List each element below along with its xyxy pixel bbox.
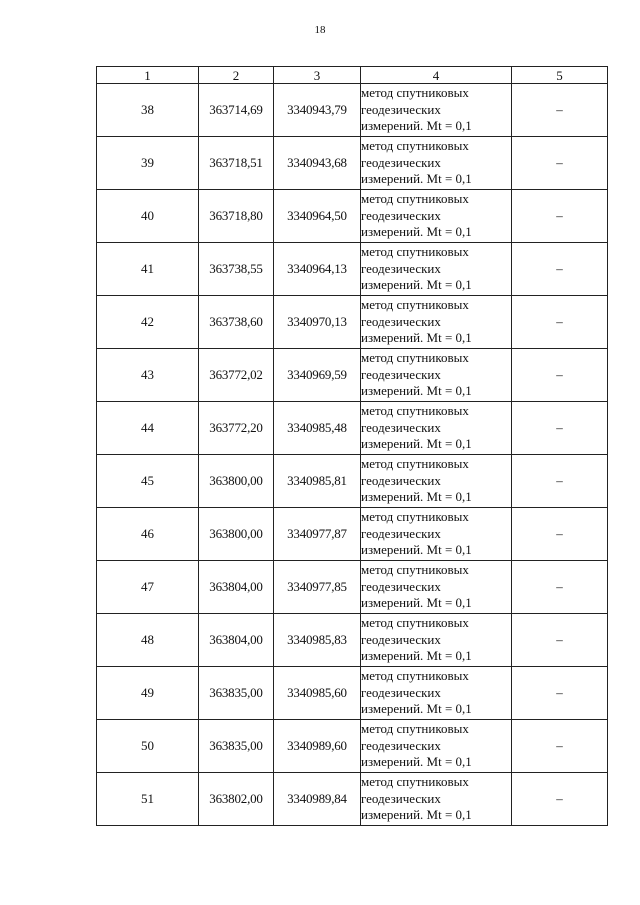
y-coordinate: 3340969,59 [274,349,361,402]
y-coordinate: 3340964,50 [274,190,361,243]
table-row [97,402,608,455]
x-coordinate: 363718,80 [199,190,274,243]
y-coordinate: 3340985,48 [274,402,361,455]
col5-value: – [512,137,608,190]
method-cell [361,455,512,508]
method-line-2: геодезических [361,101,441,117]
point-number: 38 [97,84,199,137]
method-line-3: измерений. Mt = 0,1 [361,330,472,346]
method-line-3: измерений. Mt = 0,1 [361,277,472,293]
method-line-3: измерений. Mt = 0,1 [361,489,472,505]
page-number: 18 [314,24,326,36]
x-coordinate: 363802,00 [199,773,274,826]
table-row [97,84,608,137]
method-cell [361,402,512,455]
point-number: 42 [97,296,199,349]
x-coordinate: 363718,51 [199,137,274,190]
y-coordinate: 3340943,79 [274,84,361,137]
method-line-2: геодезических [361,684,441,700]
point-number: 51 [97,773,199,826]
table-row [97,667,608,720]
point-number: 49 [97,667,199,720]
method-line-2: геодезических [361,525,441,541]
point-number: 43 [97,349,199,402]
table-row [97,508,608,561]
col5-value: – [512,296,608,349]
y-coordinate: 3340977,87 [274,508,361,561]
y-coordinate: 3340989,60 [274,720,361,773]
y-coordinate: 3340964,13 [274,243,361,296]
col5-value: – [512,561,608,614]
coordinates-table [96,66,608,826]
col5-value: – [512,720,608,773]
table-row [97,614,608,667]
method-line-1: метод спутниковых [361,774,469,790]
table-row [97,349,608,402]
x-coordinate: 363738,60 [199,296,274,349]
col5-value: – [512,349,608,402]
method-line-3: измерений. Mt = 0,1 [361,542,472,558]
table-row [97,243,608,296]
method-cell [361,243,512,296]
method-line-2: геодезических [361,472,441,488]
header-col-2: 2 [199,67,274,84]
table-row [97,296,608,349]
method-cell [361,561,512,614]
col5-value: – [512,243,608,296]
point-number: 44 [97,402,199,455]
table-header-row [97,67,608,84]
method-line-1: метод спутниковых [361,85,469,101]
table-row [97,773,608,826]
method-cell [361,349,512,402]
method-cell [361,296,512,349]
y-coordinate: 3340985,83 [274,614,361,667]
method-line-3: измерений. Mt = 0,1 [361,807,472,823]
header-col-4: 4 [361,67,512,84]
y-coordinate: 3340970,13 [274,296,361,349]
y-coordinate: 3340989,84 [274,773,361,826]
x-coordinate: 363772,20 [199,402,274,455]
y-coordinate: 3340985,60 [274,667,361,720]
method-line-3: измерений. Mt = 0,1 [361,224,472,240]
method-line-1: метод спутниковых [361,297,469,313]
x-coordinate: 363804,00 [199,561,274,614]
point-number: 45 [97,455,199,508]
method-cell [361,84,512,137]
method-line-2: геодезических [361,737,441,753]
method-line-2: геодезических [361,366,441,382]
point-number: 50 [97,720,199,773]
method-line-1: метод спутниковых [361,138,469,154]
col5-value: – [512,667,608,720]
table-row [97,190,608,243]
col5-value: – [512,84,608,137]
x-coordinate: 363804,00 [199,614,274,667]
method-line-2: геодезических [361,631,441,647]
method-line-3: измерений. Mt = 0,1 [361,118,472,134]
method-line-3: измерений. Mt = 0,1 [361,754,472,770]
point-number: 47 [97,561,199,614]
method-line-2: геодезических [361,419,441,435]
method-line-2: геодезических [361,790,441,806]
method-cell [361,508,512,561]
col5-value: – [512,402,608,455]
method-line-2: геодезических [361,578,441,594]
method-cell [361,137,512,190]
method-cell [361,190,512,243]
point-number: 41 [97,243,199,296]
method-line-1: метод спутниковых [361,615,469,631]
method-line-1: метод спутниковых [361,403,469,419]
method-line-1: метод спутниковых [361,456,469,472]
method-line-3: измерений. Mt = 0,1 [361,648,472,664]
col5-value: – [512,614,608,667]
table-row [97,720,608,773]
method-line-1: метод спутниковых [361,509,469,525]
method-line-3: измерений. Mt = 0,1 [361,436,472,452]
method-line-3: измерений. Mt = 0,1 [361,171,472,187]
header-col-5: 5 [512,67,608,84]
col5-value: – [512,773,608,826]
table-row [97,455,608,508]
table-row [97,137,608,190]
point-number: 40 [97,190,199,243]
method-line-1: метод спутниковых [361,721,469,737]
method-line-2: геодезических [361,154,441,170]
method-line-2: геодезических [361,207,441,223]
method-line-2: геодезических [361,260,441,276]
col5-value: – [512,508,608,561]
col5-value: – [512,455,608,508]
method-line-1: метод спутниковых [361,244,469,260]
method-line-1: метод спутниковых [361,350,469,366]
y-coordinate: 3340985,81 [274,455,361,508]
method-cell [361,614,512,667]
method-cell [361,773,512,826]
y-coordinate: 3340943,68 [274,137,361,190]
x-coordinate: 363800,00 [199,508,274,561]
method-cell [361,720,512,773]
x-coordinate: 363835,00 [199,667,274,720]
x-coordinate: 363835,00 [199,720,274,773]
header-col-3: 3 [274,67,361,84]
point-number: 46 [97,508,199,561]
method-line-1: метод спутниковых [361,562,469,578]
method-line-2: геодезических [361,313,441,329]
x-coordinate: 363738,55 [199,243,274,296]
header-col-1: 1 [97,67,199,84]
method-line-3: измерений. Mt = 0,1 [361,383,472,399]
col5-value: – [512,190,608,243]
point-number: 48 [97,614,199,667]
method-line-1: метод спутниковых [361,668,469,684]
method-line-3: измерений. Mt = 0,1 [361,595,472,611]
method-line-3: измерений. Mt = 0,1 [361,701,472,717]
method-line-1: метод спутниковых [361,191,469,207]
point-number: 39 [97,137,199,190]
method-cell [361,667,512,720]
x-coordinate: 363800,00 [199,455,274,508]
table-row [97,561,608,614]
x-coordinate: 363714,69 [199,84,274,137]
x-coordinate: 363772,02 [199,349,274,402]
y-coordinate: 3340977,85 [274,561,361,614]
